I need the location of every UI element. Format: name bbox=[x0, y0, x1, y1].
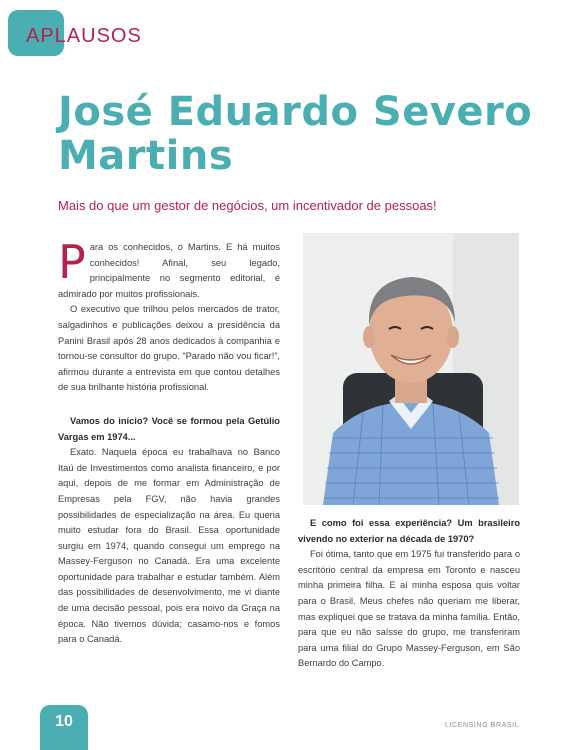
drop-cap: P bbox=[58, 235, 86, 289]
portrait-illustration bbox=[303, 233, 519, 505]
lead-text: ara os conhecidos, o Martins. E há muitos conhecidos! Afinal, seu legado, principalmente no segmento editorial, é admirado por muitos profissionais. bbox=[58, 242, 280, 299]
body-paragraph: Exato. Naquela época eu trabalhava no Banco Itaú de Investimentos como analista financeiro, e por aqui, depois de me formar em Administração de Empresas pela FGV, não havia grandes possibilidades de especialização na área. Eu queria muito estudar fora do Brasil. Essa oportunidade surgiu em 1974, quando consegui um emprego na Massey-Ferguson no Canadá. Era uma excelente oportunidade para trabalhar e estudar também. Além das possibilidades de desenvolvimento, me vi diante de uma decisão pessoal, pois era noivo da Graça na época. Não tivemos dúvida; casamo-nos e fomos para o Canadá. bbox=[58, 447, 280, 645]
left-column bbox=[58, 235, 280, 648]
publication-name: LICENSING BRASIL bbox=[445, 722, 520, 729]
page-number: 10 bbox=[55, 713, 73, 730]
article-title: José Eduardo Severo Martins bbox=[58, 89, 533, 179]
article-subtitle: Mais do que um gestor de negócios, um incentivador de pessoas! bbox=[58, 198, 437, 213]
portrait-photo bbox=[303, 233, 519, 505]
section-label: APLAUSOS bbox=[26, 25, 142, 47]
page-number-tab bbox=[40, 705, 88, 750]
body-paragraph: Foi ótima, tanto que em 1975 fui transferido para o escritório central da empresa em Toronto e nasceu minha primeira filha. E aí minha esposa quis voltar para o Brasil. Meus chefes não queriam me liberar, mas expliquei que se tratava da minha família. Então, para que eu não saísse do grupo, me transferiram para uma filial do Grupo Massey-Ferguson, em São Bernardo do Campo. bbox=[298, 549, 520, 669]
lead-paragraph bbox=[58, 235, 280, 302]
interview-question: Vamos do início? Você se formou pela Getúlio Vargas em 1974... bbox=[58, 415, 280, 442]
interview-question: E como foi essa experiência? Um brasileiro vivendo no exterior na década de 1970? bbox=[298, 518, 520, 544]
body-paragraph: O executivo que trilhou pelos mercados de trator, salgadinhos e publicações deixou a presidência da Panini Brasil após 28 anos dedicados à companhia e tornou-se consultor do grupo. “Parado não vou ficar!”, afirmou durante a entrevista em que contou detalhes de sua brilhante história profissional. bbox=[58, 304, 280, 393]
right-column bbox=[298, 516, 520, 672]
